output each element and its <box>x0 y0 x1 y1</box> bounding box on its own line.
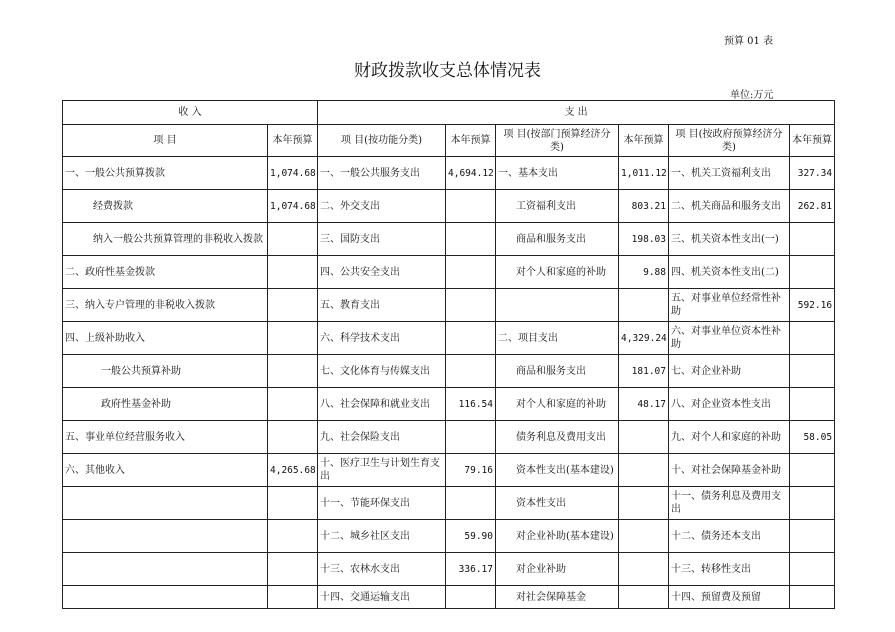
income-amount-cell <box>268 421 318 454</box>
col-header-gov-amount: 本年预算 <box>790 125 835 157</box>
dept-item-cell: 对个人和家庭的补助 <box>496 256 619 289</box>
func-item-cell: 四、公共安全支出 <box>318 256 446 289</box>
table-row <box>63 256 835 289</box>
income-item-cell: 四、上级补助收入 <box>63 322 268 355</box>
gov-amount-cell: 327.34 <box>790 157 835 190</box>
func-item-cell: 十、医疗卫生与计划生育支出 <box>318 454 446 487</box>
income-amount-cell <box>268 256 318 289</box>
income-item-cell <box>63 487 268 520</box>
gov-item-cell: 四、机关资本性支出(二) <box>669 256 790 289</box>
table-row <box>63 322 835 355</box>
dept-amount-cell: 4,329.24 <box>619 322 669 355</box>
dept-amount-cell <box>619 553 669 586</box>
gov-item-cell: 十、对社会保障基金补助 <box>669 454 790 487</box>
page-title: 财政拨款收支总体情况表 <box>354 61 541 81</box>
func-item-cell: 十一、节能环保支出 <box>318 487 446 520</box>
income-item-cell: 纳入一般公共预算管理的非税收入拨款 <box>63 223 268 256</box>
func-amount-cell: 336.17 <box>446 553 496 586</box>
unit-label: 单位:万元 <box>730 90 774 101</box>
income-header: 收 入 <box>63 101 318 125</box>
income-amount-cell: 1,074.68 <box>268 157 318 190</box>
col-header-func-amount: 本年预算 <box>446 125 496 157</box>
dept-amount-cell: 9.88 <box>619 256 669 289</box>
income-item-cell <box>63 586 268 609</box>
dept-amount-cell <box>619 487 669 520</box>
func-amount-cell <box>446 190 496 223</box>
income-amount-cell <box>268 388 318 421</box>
table-row <box>63 355 835 388</box>
gov-amount-cell <box>790 454 835 487</box>
gov-item-cell: 二、机关商品和服务支出 <box>669 190 790 223</box>
func-amount-cell <box>446 322 496 355</box>
income-item-cell: 政府性基金补助 <box>63 388 268 421</box>
func-item-cell: 十四、交通运输支出 <box>318 586 446 609</box>
gov-amount-cell: 262.81 <box>790 190 835 223</box>
gov-item-cell: 九、对个人和家庭的补助 <box>669 421 790 454</box>
income-item-cell: 五、事业单位经营服务收入 <box>63 421 268 454</box>
gov-amount-cell <box>790 520 835 553</box>
gov-item-cell: 六、对事业单位资本性补助 <box>669 322 790 355</box>
table-row <box>63 487 835 520</box>
dept-item-cell: 债务利息及费用支出 <box>496 421 619 454</box>
gov-amount-cell <box>790 553 835 586</box>
func-amount-cell <box>446 355 496 388</box>
gov-amount-cell: 592.16 <box>790 289 835 322</box>
func-item-cell: 十二、城乡社区支出 <box>318 520 446 553</box>
col-header-dept-amount: 本年预算 <box>619 125 669 157</box>
func-amount-cell <box>446 223 496 256</box>
gov-item-cell: 三、机关资本性支出(一) <box>669 223 790 256</box>
func-item-cell: 二、外交支出 <box>318 190 446 223</box>
gov-item-cell: 十一、债务利息及费用支出 <box>669 487 790 520</box>
gov-item-cell: 十二、债务还本支出 <box>669 520 790 553</box>
dept-item-cell: 二、项目支出 <box>496 322 619 355</box>
income-item-cell: 二、政府性基金拨款 <box>63 256 268 289</box>
col-header-income-amount: 本年预算 <box>268 125 318 157</box>
col-header-dept-item: 项 目(按部门预算经济分类) <box>496 125 619 157</box>
table-row <box>63 223 835 256</box>
income-amount-cell <box>268 322 318 355</box>
table-row <box>63 553 835 586</box>
func-amount-cell <box>446 256 496 289</box>
gov-item-cell: 八、对企业资本性支出 <box>669 388 790 421</box>
dept-item-cell: 对企业补助(基本建设) <box>496 520 619 553</box>
func-item-cell: 七、文化体育与传媒支出 <box>318 355 446 388</box>
dept-amount-cell <box>619 520 669 553</box>
dept-item-cell: 商品和服务支出 <box>496 223 619 256</box>
gov-amount-cell <box>790 586 835 609</box>
func-item-cell: 九、社会保险支出 <box>318 421 446 454</box>
income-item-cell: 六、其他收入 <box>63 454 268 487</box>
income-amount-cell <box>268 355 318 388</box>
gov-item-cell: 一、机关工资福利支出 <box>669 157 790 190</box>
dept-amount-cell: 1,011.12 <box>619 157 669 190</box>
income-amount-cell <box>268 520 318 553</box>
income-item-cell <box>63 553 268 586</box>
form-number: 预算 01 表 <box>724 36 774 47</box>
dept-item-cell: 商品和服务支出 <box>496 355 619 388</box>
dept-item-cell <box>496 289 619 322</box>
gov-item-cell: 七、对企业补助 <box>669 355 790 388</box>
dept-item-cell: 资本性支出(基本建设) <box>496 454 619 487</box>
table-row <box>63 421 835 454</box>
income-amount-cell <box>268 223 318 256</box>
table-row <box>63 157 835 190</box>
table-row <box>63 289 835 322</box>
dept-amount-cell <box>619 454 669 487</box>
func-amount-cell: 59.90 <box>446 520 496 553</box>
dept-item-cell: 资本性支出 <box>496 487 619 520</box>
dept-item-cell: 一、基本支出 <box>496 157 619 190</box>
income-item-cell: 三、纳入专户管理的非税收入拨款 <box>63 289 268 322</box>
dept-amount-cell <box>619 586 669 609</box>
table-row <box>63 520 835 553</box>
gov-amount-cell <box>790 322 835 355</box>
func-item-cell: 八、社会保障和就业支出 <box>318 388 446 421</box>
income-item-cell: 经费拨款 <box>63 190 268 223</box>
income-amount-cell <box>268 553 318 586</box>
func-amount-cell <box>446 421 496 454</box>
dept-item-cell: 对个人和家庭的补助 <box>496 388 619 421</box>
table-row <box>63 586 835 609</box>
income-amount-cell: 1,074.68 <box>268 190 318 223</box>
col-header-income-item: 项 目 <box>63 125 268 157</box>
dept-amount-cell: 803.21 <box>619 190 669 223</box>
func-amount-cell: 79.16 <box>446 454 496 487</box>
func-item-cell: 三、国防支出 <box>318 223 446 256</box>
gov-amount-cell <box>790 355 835 388</box>
dept-item-cell: 对社会保障基金 <box>496 586 619 609</box>
func-amount-cell <box>446 289 496 322</box>
func-item-cell: 六、科学技术支出 <box>318 322 446 355</box>
func-item-cell: 五、教育支出 <box>318 289 446 322</box>
gov-item-cell: 十四、预留费及预留 <box>669 586 790 609</box>
budget-table <box>62 100 835 609</box>
dept-amount-cell <box>619 289 669 322</box>
gov-amount-cell <box>790 388 835 421</box>
table-body <box>63 157 835 609</box>
gov-item-cell: 五、对事业单位经常性补助 <box>669 289 790 322</box>
income-item-cell <box>63 520 268 553</box>
dept-item-cell: 工资福利支出 <box>496 190 619 223</box>
func-amount-cell <box>446 586 496 609</box>
income-amount-cell <box>268 586 318 609</box>
dept-amount-cell: 181.07 <box>619 355 669 388</box>
income-amount-cell: 4,265.68 <box>268 454 318 487</box>
table-row <box>63 190 835 223</box>
gov-amount-cell: 58.05 <box>790 421 835 454</box>
dept-amount-cell: 198.03 <box>619 223 669 256</box>
col-header-gov-item: 项 目(按政府预算经济分类) <box>669 125 790 157</box>
income-amount-cell <box>268 487 318 520</box>
expense-header: 支 出 <box>318 101 835 125</box>
income-item-cell: 一般公共预算补助 <box>63 355 268 388</box>
income-item-cell: 一、一般公共预算拨款 <box>63 157 268 190</box>
gov-amount-cell <box>790 256 835 289</box>
col-header-func-item: 项 目(按功能分类) <box>318 125 446 157</box>
gov-item-cell: 十三、转移性支出 <box>669 553 790 586</box>
func-amount-cell <box>446 487 496 520</box>
func-amount-cell: 116.54 <box>446 388 496 421</box>
income-amount-cell <box>268 289 318 322</box>
table-row <box>63 388 835 421</box>
func-item-cell: 一、一般公共服务支出 <box>318 157 446 190</box>
gov-amount-cell <box>790 487 835 520</box>
dept-amount-cell <box>619 421 669 454</box>
dept-amount-cell: 48.17 <box>619 388 669 421</box>
dept-item-cell: 对企业补助 <box>496 553 619 586</box>
table-row <box>63 454 835 487</box>
func-amount-cell: 4,694.12 <box>446 157 496 190</box>
func-item-cell: 十三、农林水支出 <box>318 553 446 586</box>
gov-amount-cell <box>790 223 835 256</box>
